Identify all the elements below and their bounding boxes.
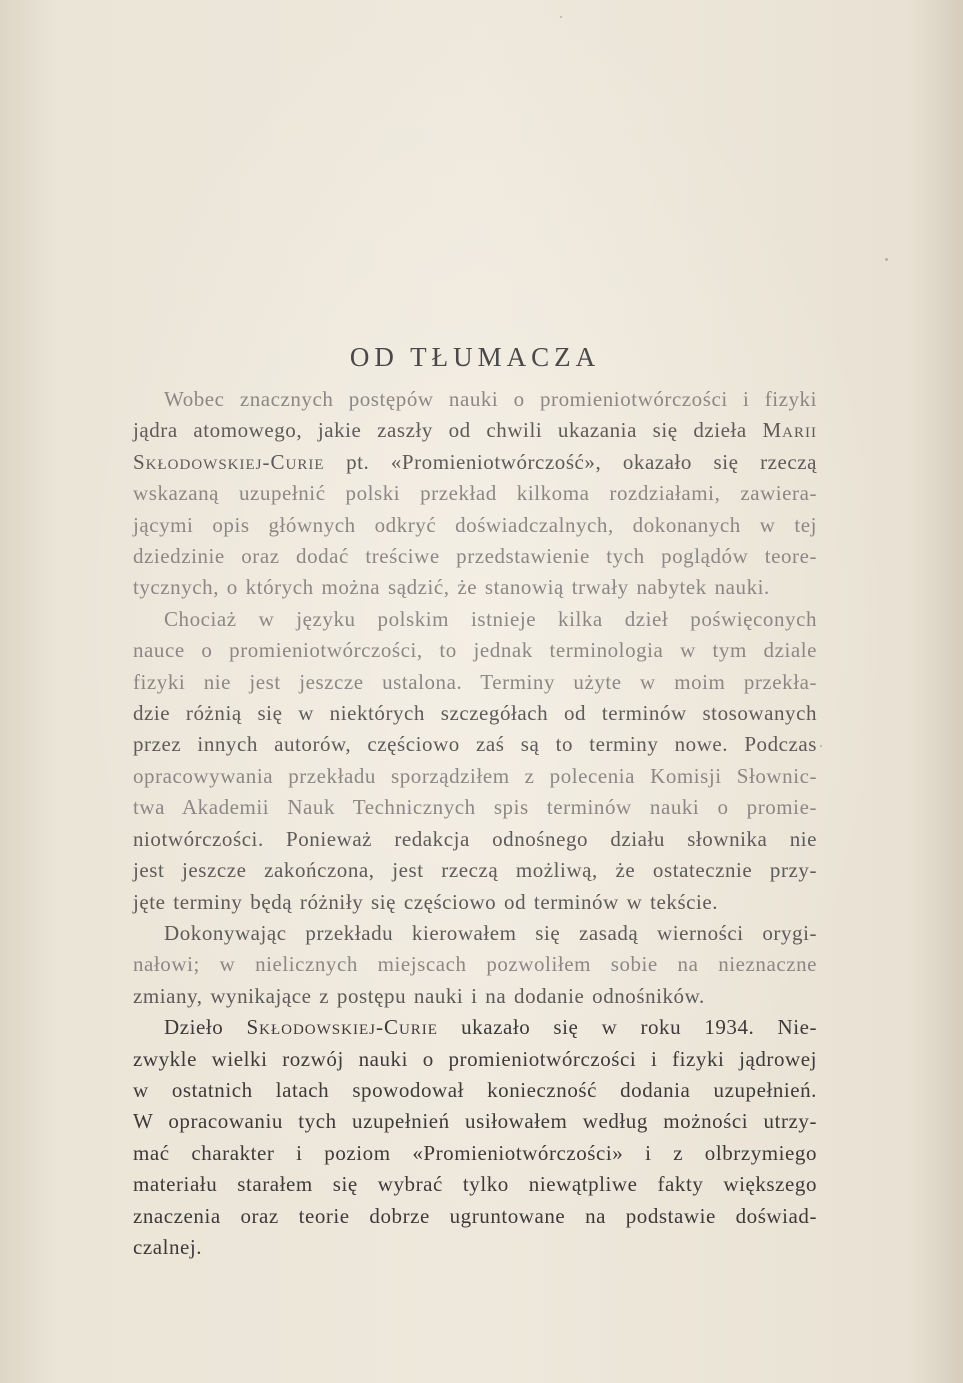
text-line: Dokonywając przekładu kierowałem się zasadą wierności orygi- — [164, 920, 817, 945]
page-title: OD TŁUMACZA — [349, 342, 601, 372]
paper-speck — [820, 745, 822, 747]
text-line: dzie różnią się w niektórych szczegółach od terminów stosowanych — [133, 701, 817, 726]
author-name: Marii — [762, 418, 817, 443]
text-line: przez innych autorów, częściowo zaś są to terminy nowe. Podczas — [133, 732, 817, 757]
text-line: jącymi opis głównych odkryć doświadczalnych, dokonanych w tej — [133, 512, 817, 537]
text-line: Wobec znacznych postępów nauki o promieniotwórczości i fizyki — [164, 387, 817, 411]
paragraph-3 — [133, 918, 817, 1012]
text-line: wskazaną uzupełnić polski przekład kilkoma rozdziałami, zawiera- — [133, 481, 817, 506]
paper-speck — [560, 16, 562, 18]
text-run: ukazało się w roku 1934. Nie- — [461, 1015, 817, 1040]
paragraph-4 — [133, 1012, 817, 1263]
text-line: mać charakter i poziom «Promieniotwórczości» i z olbrzymiego — [133, 1140, 817, 1165]
text-line: Chociaż w języku polskim istnieje kilka dzieł poświęconych — [164, 606, 817, 631]
text-line: niotwórczości. Ponieważ redakcja odnośnego działu słownika nie — [133, 826, 817, 851]
text-line: opracowywania przekładu sporządziłem z polecenia Komisji Słownic- — [133, 763, 817, 788]
text-line: materiału starałem się wybrać tylko niewątpliwe fakty większego — [133, 1172, 817, 1197]
text-run: jądra atomowego, jakie zaszły od chwili ukazania się dzieła — [133, 418, 747, 443]
text-line: nauce o promieniotwórczości, to jednak terminologia w tym dziale — [133, 638, 817, 663]
text-line: czalnej. — [133, 1234, 203, 1259]
paragraph-1 — [133, 384, 817, 604]
text-run: Dzieło — [164, 1015, 224, 1040]
text-line — [133, 1012, 817, 1043]
paper-speck — [885, 258, 888, 261]
paragraph-2 — [133, 604, 817, 918]
text-line: nałowi; w nielicznych miejscach pozwoliłem sobie na nieznaczne — [133, 952, 817, 977]
translator-note — [133, 340, 817, 1263]
text-line: jest jeszcze zakończona, jest rzeczą możliwą, że ostatecznie przy- — [133, 858, 817, 883]
text-line: znaczenia oraz teorie dobrze ugruntowane na podstawie doświad- — [133, 1203, 817, 1228]
text-line: tycznych, o których można sądzić, że stanowią trwały nabytek nauki. — [133, 575, 770, 600]
text-line — [133, 447, 817, 478]
text-line: zmiany, wynikające z postępu nauki i na dodanie odnośników. — [133, 983, 705, 1008]
text-line: dziedzinie oraz dodać treściwe przedstawienie tych poglądów teore- — [133, 544, 817, 569]
text-run: pt. «Promieniotwórczość», okazało się rzeczą — [346, 449, 817, 474]
text-line: jęte terminy będą różniły się częściowo od terminów w tekście. — [133, 889, 719, 914]
text-line — [133, 415, 817, 446]
text-line: twa Akademii Nauk Technicznych spis terminów nauki o promie- — [133, 795, 817, 820]
text-line: W opracowaniu tych uzupełnień usiłowałem według możności utrzy- — [133, 1109, 817, 1134]
text-line: fizyki nie jest jeszcze ustalona. Terminy użyte w moim przekła- — [133, 669, 817, 694]
author-name: Skłodowskiej-Curie — [246, 1015, 438, 1040]
author-name: Skłodowskiej-Curie — [133, 449, 325, 474]
text-line: w ostatnich latach spowodował konieczność dodania uzupełnień. — [133, 1077, 817, 1102]
text-line: zwykle wielki rozwój nauki o promieniotwórczości i fizyki jądrowej — [133, 1046, 817, 1071]
